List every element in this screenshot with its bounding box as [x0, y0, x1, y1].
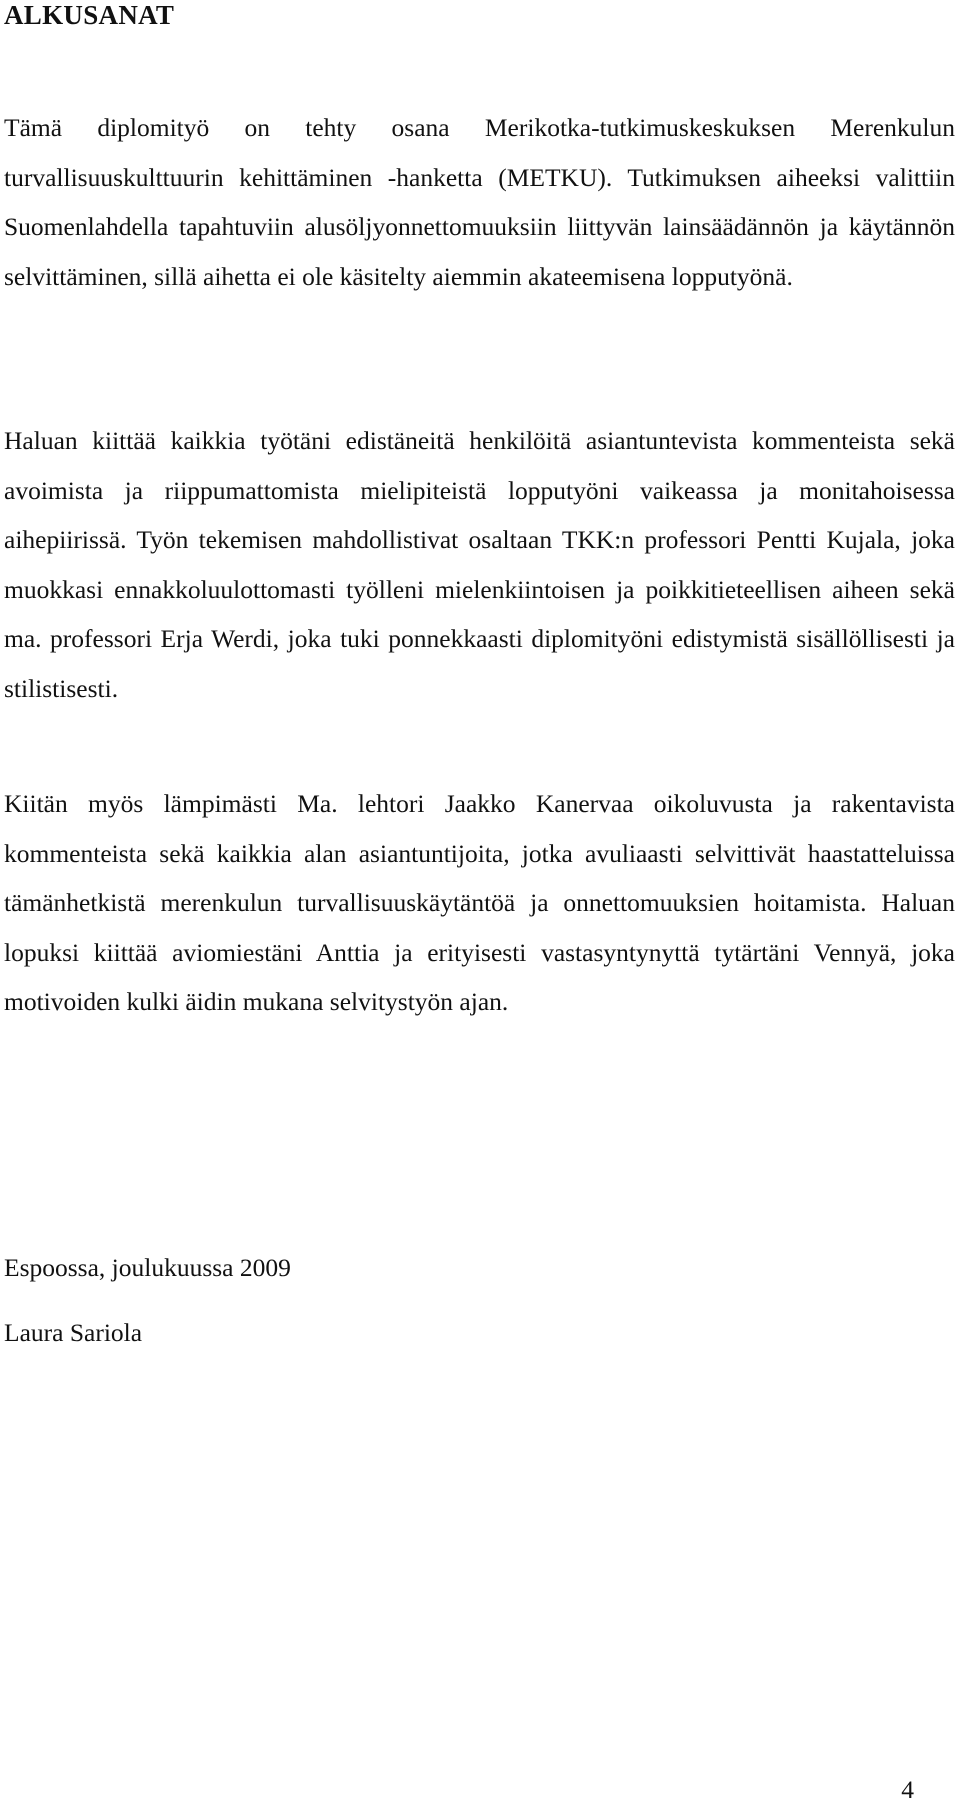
paragraph-thanks-others: Kiitän myös lämpimästi Ma. lehtori Jaakko Kanervaa oikoluvusta ja rakentavista kommenteista sekä kaikkia alan asiantuntijoita, jotka avuliaasti selvittivät haastatteluissa tämänhetkistä merenkulun turvallisuuskäytäntöä ja onnettomuuksien hoitamista. Haluan lopuksi kiittää aviomiestäni Anttia ja erityisesti vastasyntynyttä tytärtäni Vennyä, joka motivoiden kulki äidin mukana selvitystyön ajan. [4, 789, 955, 1016]
page-title: ALKUSANAT [4, 0, 175, 30]
place-and-date: Espoossa, joulukuussa 2009 [4, 1253, 291, 1282]
page-number: 4 [901, 1775, 914, 1804]
paragraph-intro: Tämä diplomityö on tehty osana Merikotka-tutkimuskeskuksen Merenkulun turvallisuuskulttuurin kehittäminen -hanketta (METKU). Tutkimuksen aiheeksi valittiin Suomenlahdella tapahtuviin alusöljyonnettomuuksiin liittyvän lainsäädännön ja käytännön selvittäminen, sillä aihetta ei ole käsitelty aiemmin akateemisena lopputyönä. [4, 113, 955, 291]
paragraph-thanks-supervisors: Haluan kiittää kaikkia työtäni edistäneitä henkilöitä asiantuntevista kommenteista sekä avoimista ja riippumattomista mielipiteistä lopputyöni vaikeassa ja monitahoisessa aihepiirissä. Työn tekemisen mahdollistivat osaltaan TKK:n professori Pentti Kujala, joka muokkasi ennakkoluulottomasti työlleni mielenkiintoisen ja poikkitieteellisen aiheen sekä ma. professori Erja Werdi, joka tuki ponnekkaasti diplomityöni edistymistä sisällöllisesti ja stilistisesti. [4, 426, 955, 703]
author-name: Laura Sariola [4, 1318, 143, 1347]
